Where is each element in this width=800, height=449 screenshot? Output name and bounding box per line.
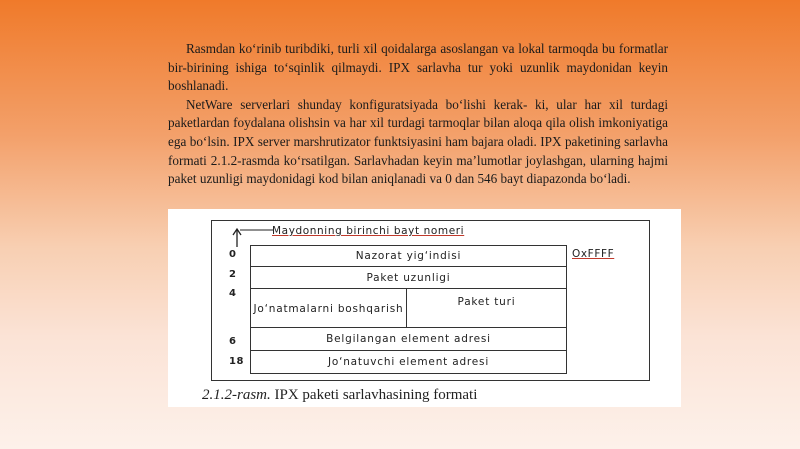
figure-caption [202, 387, 477, 404]
offset-2: 2 [229, 269, 237, 280]
field-transport-control: Jo‘natmalarni boshqarish [250, 288, 407, 328]
body-text [168, 40, 668, 189]
offset-6: 6 [229, 336, 237, 347]
ipx-header-figure [168, 209, 681, 407]
offset-4: 4 [229, 288, 237, 299]
first-byte-label: Maydonning birinchi bayt nomeri [272, 225, 465, 237]
field-checksum: Nazorat yig‘indisi [250, 245, 567, 267]
field-packet-length: Paket uzunligi [250, 266, 567, 289]
paragraph-1: Rasmdan ko‘rinib turibdiki, turli xil qoidalarga asoslangan va lokal tarmoqda bu formatlar bir-birining ishiga to‘sqinlik qilmaydi. IPX sarlavha tur yoki uzunlik maydonidan keyin boshlanadi. [168, 41, 668, 94]
end-offset-label: OxFFFF [572, 248, 615, 260]
caption-text: IPX paketi sarlavhasining formati [270, 387, 478, 403]
field-source-address: Jo‘natuvchi element adresi [250, 350, 567, 374]
field-packet-type: Paket turi [406, 288, 567, 328]
field-destination-address: Belgilangan element adresi [250, 327, 567, 351]
paragraph-2: NetWare serverlari shunday konfiguratsiyada bo‘lishi kerak- ki, ular har xil turdagi paketlardan foydalana olishsin va har xil turdagi tarmoqlar bilan aloqa qila olish imkoniyatiga ega bo‘lsin. IPX server marshrutizator funktsiyasini ham bajara oladi. IPX paketining sarlavha formati 2.1.2-rasmda ko‘rsatilgan. Sarlavhadan keyin ma’lumotlar joylashgan, ularning hajmi paket uzunligi maydonidagi kod bilan aniqlanadi va 0 dan 546 bayt diapazonda bo‘ladi. [168, 96, 668, 187]
caption-number: 2.1.2-rasm. [202, 387, 271, 403]
offset-18: 18 [229, 356, 245, 367]
offset-0: 0 [229, 249, 237, 260]
